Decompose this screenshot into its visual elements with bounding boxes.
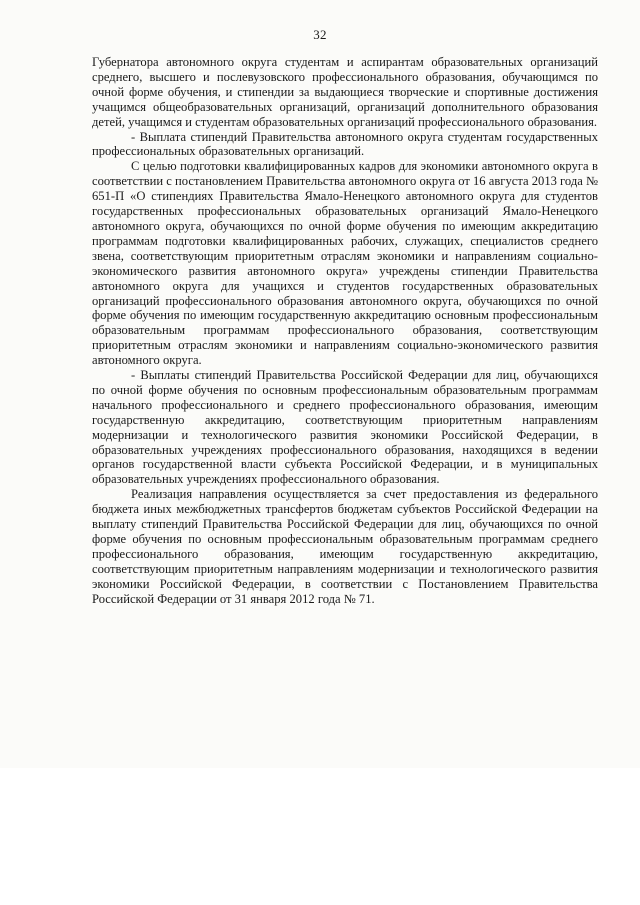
- paragraph-5: Реализация направления осуществляется за счет предоставления из федерального бюджета иных межбюджетных трансфертов бюджетам субъектов Российской Федерации на выплату стипендий Правительства Российской Федерации для лиц, обучающихся по очной форме обучения по основным профессиональным образовательным программам среднего профессионального образования, имеющим государственную аккредитацию, соответствующим приоритетным направлениям модернизации и технологического развития экономики Российской Федерации, в соответствии с Постановлением Правительства Российской Федерации от 31 января 2012 года № 71.: [92, 487, 598, 606]
- paragraph-4: - Выплаты стипендий Правительства Российской Федерации для лиц, обучающихся по очной форме обучения по основным профессиональным образовательным программам начального профессионального и среднего профессионального образования, имеющим государственную аккредитацию, соответствующим приоритетным направлениям модернизации и технологического развития экономики Российской Федерации, в образовательных учреждениях профессионального образования, находящихся в ведении органов государственной власти субъекта Российской Федерации, и в муниципальных образовательных учреждениях профессионального образования.: [92, 368, 598, 487]
- paragraph-1: Губернатора автономного округа студентам и аспирантам образовательных организаций среднего, высшего и послевузовского профессионального образования, обучающимся по очной форме обучения, и стипендии за выдающиеся творческие и спортивные достижения учащимся общеобразовательных организаций, организаций дополнительного образования детей, учащимся и студентам образовательных организаций профессионального образования.: [92, 55, 598, 129]
- paragraph-3: С целью подготовки квалифицированных кадров для экономики автономного округа в соответствии с постановлением Правительства автономного округа от 16 августа 2013 года № 651-П «О стипендиях Правительства Ямало-Ненецкого автономного округа для студентов государственных профессиональных образовательных организаций Ямало-Ненецкого автономного округа, обучающихся по очной форме обучения по имеющим аккредитацию программам подготовки квалифицированных рабочих, служащих, специалистов среднего звена, соответствующим приоритетным отраслям экономики и направлениям социально-экономического развития автономного округа» учреждены стипендии Правительства автономного округа для учащихся и студентов государственных образовательных организаций профессионального образования автономного округа, обучающихся по очной форме обучения по имеющим государственную аккредитацию основным профессиональным образовательным программам профессионального образования, соответствующим приоритетным отраслям экономики и направлениям социально-экономического развития автономного округа.: [92, 159, 599, 368]
- blank-area: [0, 768, 640, 905]
- paragraph-2: - Выплата стипендий Правительства автономного округа студентам государственных профессиональных образовательных организаций.: [92, 129, 598, 159]
- page-body: [92, 55, 598, 607]
- page-number: 32: [313, 27, 327, 42]
